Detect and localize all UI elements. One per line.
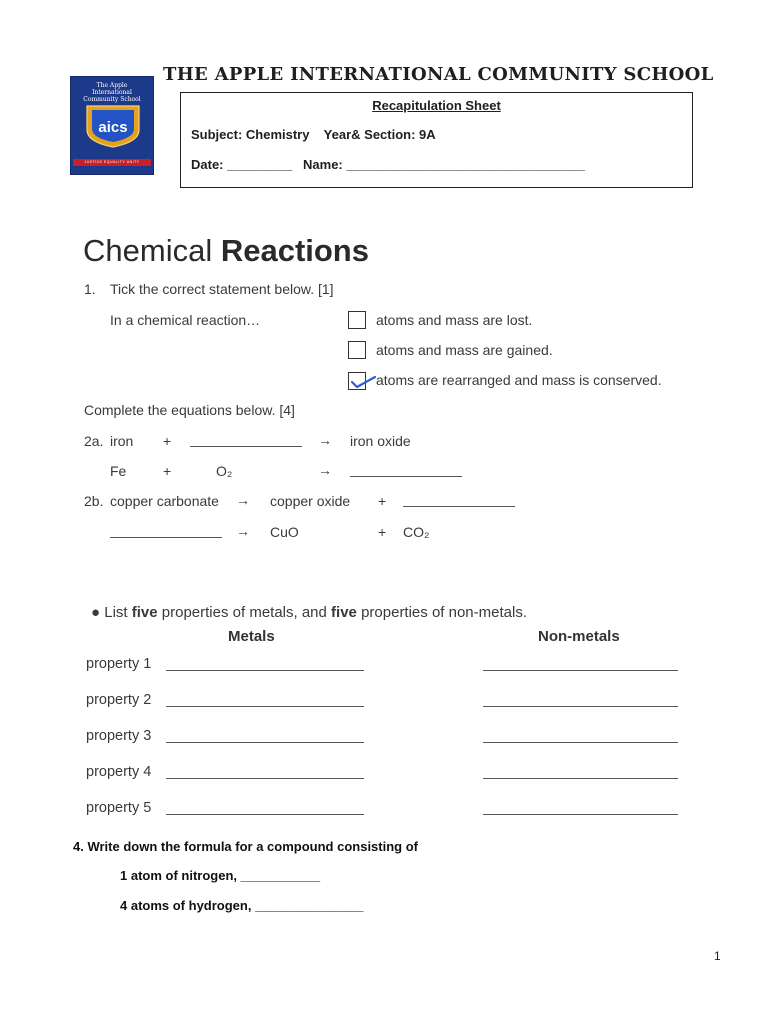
property-1-label: property 1: [86, 656, 152, 672]
option-3-checkbox[interactable]: [348, 372, 366, 390]
q2b-symbol-product: CuO: [270, 524, 299, 540]
property-5-label: property 5: [86, 800, 152, 816]
q2a-label: 2a.: [84, 433, 104, 449]
q2a-blank-2[interactable]: [350, 476, 462, 477]
non-metal-property-1-blank[interactable]: [483, 670, 678, 671]
property-2-label: property 2: [86, 692, 152, 708]
non-metal-property-5-blank[interactable]: [483, 814, 678, 815]
q4-prompt: 4. Write down the formula for a compound consisting of: [73, 839, 418, 854]
q1-number: 1.: [84, 281, 96, 297]
info-box: [180, 92, 693, 188]
q2b-symbol-arrow: →: [236, 523, 250, 539]
q2b-reactant: copper carbonate: [110, 493, 219, 509]
q2a-product: iron oxide: [350, 433, 411, 449]
logo-motto: JUSTICE EQUALITY UNITY: [73, 159, 151, 166]
option-2-label: atoms and mass are gained.: [376, 342, 553, 358]
page-number: 1: [714, 949, 721, 963]
metal-property-4-blank[interactable]: [166, 778, 364, 779]
non-metals-column-header: Non-metals: [538, 628, 620, 645]
q1-stem: In a chemical reaction…: [110, 312, 261, 328]
metal-property-1-blank[interactable]: [166, 670, 364, 671]
non-metal-property-2-blank[interactable]: [483, 706, 678, 707]
metals-column-header: Metals: [228, 628, 275, 645]
logo-acronym: aics: [98, 119, 128, 136]
q2b-blank-2[interactable]: [110, 537, 222, 538]
q2a-symbol-reactant: Fe: [110, 463, 127, 479]
metal-property-5-blank[interactable]: [166, 814, 364, 815]
sheet-title: Recapitulation Sheet: [372, 98, 501, 113]
option-3-label: atoms are rearranged and mass is conserved.: [376, 372, 662, 388]
q4-line-nitrogen: 1 atom of nitrogen, ___________: [120, 868, 321, 883]
option-2-checkbox[interactable]: [348, 341, 366, 359]
school-name: THE APPLE INTERNATIONAL COMMUNITY SCHOOL: [163, 64, 714, 85]
option-1-label: atoms and mass are lost.: [376, 312, 533, 328]
q2b-label: 2b.: [84, 493, 104, 509]
title-bold: Reactions: [220, 233, 369, 268]
subject-line: Subject: Chemistry Year& Section: 9A: [191, 127, 436, 142]
worksheet-title: [83, 233, 369, 269]
non-metal-property-4-blank[interactable]: [483, 778, 678, 779]
title-light: Chemical: [83, 233, 221, 268]
non-metal-property-3-blank[interactable]: [483, 742, 678, 743]
q2a-blank-1[interactable]: [190, 446, 302, 447]
shield-icon: [83, 104, 143, 148]
option-1-checkbox[interactable]: [348, 311, 366, 329]
q2b-blank-1[interactable]: [403, 506, 515, 507]
q2b-plus: +: [378, 493, 387, 509]
metal-property-3-blank[interactable]: [166, 742, 364, 743]
school-logo: [70, 76, 154, 175]
q2b-symbol-product-2: CO₂: [403, 524, 430, 540]
q2a-plus: +: [163, 433, 172, 449]
q2b-product: copper oxide: [270, 493, 351, 509]
q2b-symbol-plus: +: [378, 524, 387, 540]
q2b-arrow: →: [236, 492, 250, 508]
q2a-symbol-arrow: →: [318, 462, 332, 478]
q2-prompt: Complete the equations below. [4]: [84, 402, 295, 418]
q2a-symbol-reactant-2: O₂: [216, 463, 233, 479]
q2a-symbol-plus: +: [163, 463, 172, 479]
q2a-arrow: →: [318, 432, 332, 448]
q4-line-hydrogen: 4 atoms of hydrogen, _______________: [120, 898, 364, 913]
date-name-line: Date: _________ Name: _________________________________: [191, 157, 585, 172]
q3-bullet: ●: [91, 604, 101, 621]
check-mark-icon: [351, 375, 377, 389]
metal-property-2-blank[interactable]: [166, 706, 364, 707]
q2a-reactant: iron: [110, 433, 134, 449]
q1-prompt: Tick the correct statement below. [1]: [110, 281, 334, 297]
logo-text: The Apple International Community School: [83, 82, 141, 103]
q3-prompt: ● List five properties of metals, and five properties of non-metals.: [91, 604, 527, 621]
property-4-label: property 4: [86, 764, 152, 780]
property-3-label: property 3: [86, 728, 152, 744]
